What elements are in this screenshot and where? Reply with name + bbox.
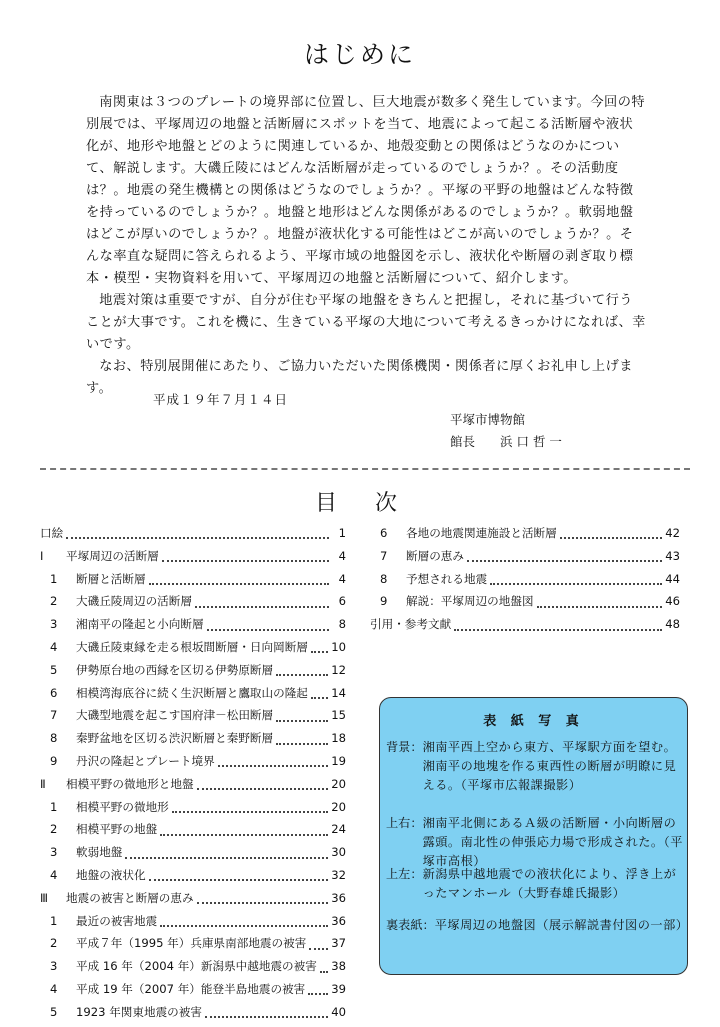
toc-item-label: 平成７年（1995 年）兵庫県南部地震の被害 xyxy=(76,936,307,951)
toc-item-page: 4 xyxy=(338,571,346,586)
toc-item xyxy=(40,616,346,639)
toc-item xyxy=(40,799,346,822)
toc-item-number: 3 xyxy=(50,959,58,974)
toc-item-number: 4 xyxy=(50,867,58,882)
toc-leader-dots xyxy=(309,948,328,950)
toc-leader-dots xyxy=(125,857,328,859)
toc-right-column xyxy=(370,525,680,639)
toc-leader-dots xyxy=(560,537,663,539)
toc-item-page: 14 xyxy=(331,685,346,700)
toc-item-label: 相模平野の微地形と地盤 xyxy=(66,776,194,791)
toc-leader-dots xyxy=(311,697,328,699)
cover-entry-key: 上右： xyxy=(386,816,423,830)
toc-item-number: 6 xyxy=(50,685,58,700)
toc-item xyxy=(370,525,680,548)
toc-item-page: 20 xyxy=(331,799,346,814)
toc-item-page: 6 xyxy=(338,594,346,609)
toc-title: 目 次 xyxy=(314,491,405,516)
toc-item-number: 8 xyxy=(380,571,388,586)
toc-leader-dots xyxy=(276,674,328,676)
cover-entry-text: 湘南平西上空から東方、平塚駅方面を望む。湘南平の地塊を作る東西性の断層が明瞭に見える。（平塚市広報課撮影） xyxy=(422,740,677,792)
toc-item-page: 19 xyxy=(331,753,346,768)
director-name: 館長 浜 口 哲 一 xyxy=(450,434,562,449)
toc-item xyxy=(40,913,346,936)
toc-leader-dots xyxy=(172,811,328,813)
toc-item-number: 7 xyxy=(50,708,58,723)
toc-item-number: 7 xyxy=(380,548,388,563)
toc-item-number: Ⅲ xyxy=(40,890,48,905)
intro-paragraph: 地震対策は重要ですが、自分が住む平塚の地盤をきちんと把握し，それに基づいて行うことが大事です。これを機に、生きている平塚の大地について考えるきっかけになれば、幸いです。 xyxy=(86,293,646,352)
toc-item-label: 地震の被害と断層の恵み xyxy=(66,890,194,905)
toc-item-number: 1 xyxy=(50,571,58,586)
toc-item xyxy=(40,935,346,958)
toc-leader-dots xyxy=(276,720,328,722)
toc-item xyxy=(40,707,346,730)
toc-item xyxy=(370,571,680,594)
toc-item xyxy=(40,548,346,571)
toc-item-label: 断層と活断層 xyxy=(76,571,146,586)
toc-item-page: 4 xyxy=(338,548,346,563)
toc-item-number: 2 xyxy=(50,822,58,837)
toc-item-label: 湘南平の隆起と小向断層 xyxy=(76,617,204,632)
toc-leader-dots xyxy=(537,606,663,608)
toc-item-page: 40 xyxy=(331,1004,346,1019)
toc-item-page: 18 xyxy=(331,731,346,746)
toc-left-column xyxy=(40,525,346,1027)
toc-item-label: 最近の被害地震 xyxy=(76,913,158,928)
toc-leader-dots xyxy=(149,879,329,881)
toc-item-page: 39 xyxy=(331,981,346,996)
cover-entry-back-cover xyxy=(386,916,689,935)
toc-item-label: 平塚周辺の活断層 xyxy=(66,548,159,563)
toc-leader-dots xyxy=(490,583,662,585)
museum-name: 平塚市博物館 xyxy=(450,412,526,427)
intro-paragraph: 南関東は３つのプレートの境界部に位置し、巨大地震が数多く発生しています。今回の特別展では、平塚周辺の地盤と活断層にスポットを当て、地震によって起こる活断層や液状化が、地形や地盤とどのように関連しているか、地殻変動との関係はどうなのかについて、解説します。大磯丘陵にはどんな活断層が走っているのでしょうか？。その活動度は？。地震の発生機構との関係はどうなのでしょうか？。平塚の平野の地盤はどんな特徴を持っているのでしょうか？。地盤と地形はどんな関係があるのでしょうか？。軟弱地盤はどこが厚いのでしょうか？。地盤が液状化する可能性はどこが高いのでしょうか？。そんな率直な疑問に答えられるよう、平塚市域の地盤図を示し、液状化や断層の剥ぎ取り標本・模型・実物資料を用いて、平塚周辺の地盤と活断層について、紹介します。 xyxy=(86,95,646,286)
toc-item-page: 24 xyxy=(331,822,346,837)
toc-item xyxy=(40,593,346,616)
toc-item-page: 15 xyxy=(331,708,346,723)
toc-item-number: 5 xyxy=(50,662,58,677)
toc-item-label: 地盤の液状化 xyxy=(76,867,146,882)
toc-item-number: 1 xyxy=(50,913,58,928)
toc-item xyxy=(40,639,346,662)
cover-entry-upper-left xyxy=(386,865,683,903)
toc-item-page: 37 xyxy=(331,936,346,951)
toc-leader-dots xyxy=(276,743,328,745)
toc-item-number: 2 xyxy=(50,594,58,609)
toc-item-page: 36 xyxy=(331,913,346,928)
toc-item-page: 32 xyxy=(331,867,346,882)
toc-item-label: 大磯型地震を起こす国府津－松田断層 xyxy=(76,708,274,723)
toc-leader-dots xyxy=(205,1016,328,1018)
toc-item-label: 断層の恵み xyxy=(406,548,464,563)
toc-item-label: 解説：平塚周辺の地盤図 xyxy=(406,594,534,609)
toc-leader-dots xyxy=(197,788,329,790)
toc-item xyxy=(40,1004,346,1027)
cover-entry-text: 新潟県中越地震での液状化により、浮き上がったマンホール（大野春雄氏撮影） xyxy=(422,867,677,900)
toc-leader-dots xyxy=(162,560,329,562)
toc-leader-dots xyxy=(467,560,662,562)
toc-item-label: 口絵 xyxy=(40,526,64,540)
toc-item-label: 相模平野の地盤 xyxy=(76,822,158,837)
toc-item xyxy=(40,844,346,867)
cover-photo-title: 表 紙 写 真 xyxy=(483,714,584,729)
toc-item xyxy=(370,548,680,571)
toc-leader-dots xyxy=(218,765,329,767)
toc-item xyxy=(40,821,346,844)
toc-item-number: 9 xyxy=(50,753,58,768)
toc-item-page: 30 xyxy=(331,845,346,860)
toc-item-number: Ⅰ xyxy=(40,548,44,563)
intro-paragraph: なお、特別展開催にあたり、ご協力いただいた関係機関・関係者に厚くお礼申し上げます。 xyxy=(86,359,633,396)
toc-item-label: 1923 年関東地震の被害 xyxy=(76,1004,202,1019)
toc-item-number: 2 xyxy=(50,936,58,951)
toc-item xyxy=(40,867,346,890)
toc-item-number: 1 xyxy=(50,799,58,814)
toc-item-number: Ⅱ xyxy=(40,776,46,791)
toc-leader-dots xyxy=(197,902,329,904)
toc-leader-dots xyxy=(320,971,328,973)
toc-item-number: 3 xyxy=(50,617,58,632)
cover-entry-upper-right xyxy=(386,814,683,871)
toc-leader-dots xyxy=(195,606,329,608)
toc-leader-dots xyxy=(160,925,328,927)
toc-item-number: 4 xyxy=(50,981,58,996)
toc-item xyxy=(40,525,346,548)
toc-leader-dots xyxy=(66,537,329,539)
toc-item-number: 8 xyxy=(50,731,58,746)
section-divider xyxy=(40,468,690,470)
toc-item-label: 秦野盆地を区切る渋沢断層と秦野断層 xyxy=(76,731,274,746)
toc-item-page: 1 xyxy=(338,526,346,540)
toc-item-label: 平成 19 年（2007 年）能登半島地震の被害 xyxy=(76,981,306,996)
toc-leader-dots xyxy=(308,993,328,995)
toc-item-page: 10 xyxy=(331,639,346,654)
cover-photo-box xyxy=(379,697,688,975)
toc-item-label: 大磯丘陵周辺の活断層 xyxy=(76,594,192,609)
toc-item-page: 8 xyxy=(338,617,346,632)
toc-item-page: 44 xyxy=(665,571,680,586)
toc-leader-dots xyxy=(311,651,328,653)
toc-leader-dots xyxy=(454,629,662,631)
toc-leader-dots xyxy=(160,834,328,836)
cover-entry-background xyxy=(386,738,683,795)
cover-entry-key: 上左： xyxy=(386,867,423,881)
toc-item-number: 9 xyxy=(380,594,388,609)
toc-item xyxy=(40,662,346,685)
toc-item-page: 36 xyxy=(331,890,346,905)
toc-item xyxy=(40,571,346,594)
toc-item-label: 大磯丘陵東縁を走る根坂間断層・日向岡断層 xyxy=(76,639,308,654)
cover-entry-text: 湘南平北側にあるＡ級の活断層・小向断層の露頭。南北性の伸張応力場で形成された。（平塚市高根） xyxy=(422,816,683,868)
toc-item xyxy=(40,685,346,708)
cover-entry-key: 背景： xyxy=(386,740,423,754)
toc-item-page: 42 xyxy=(665,526,680,540)
toc-item xyxy=(370,616,680,639)
toc-item-label: 相模湾海底谷に続く生沢断層と鷹取山の隆起 xyxy=(76,685,308,700)
toc-item-label: 軟弱地盤 xyxy=(76,845,123,860)
toc-item-label: 平成 16 年（2004 年）新潟県中越地震の被害 xyxy=(76,959,317,974)
cover-entry-key: 裏表紙： xyxy=(386,918,435,932)
toc-item-page: 46 xyxy=(665,594,680,609)
toc-item xyxy=(40,730,346,753)
toc-leader-dots xyxy=(149,583,329,585)
toc-item xyxy=(40,981,346,1004)
page-title: はじめに xyxy=(303,40,416,69)
toc-item-number: 5 xyxy=(50,1004,58,1019)
toc-item-number: 4 xyxy=(50,639,58,654)
toc-item xyxy=(40,776,346,799)
toc-item-label: 丹沢の隆起とプレート境界 xyxy=(76,753,215,768)
toc-item-page: 38 xyxy=(331,959,346,974)
toc-item-label: 引用・参考文献 xyxy=(370,617,452,632)
toc-item-page: 20 xyxy=(331,776,346,791)
intro-date: 平成１９年７月１４日 xyxy=(153,392,289,407)
intro-text xyxy=(86,92,646,400)
toc-item-number: 6 xyxy=(380,526,388,540)
toc-item-label: 相模平野の微地形 xyxy=(76,799,169,814)
toc-item xyxy=(40,890,346,913)
toc-item-number: 3 xyxy=(50,845,58,860)
toc-item-page: 48 xyxy=(665,617,680,632)
toc-leader-dots xyxy=(207,629,329,631)
toc-item xyxy=(370,593,680,616)
toc-item-label: 伊勢原台地の西縁を区切る伊勢原断層 xyxy=(76,662,274,677)
toc-item-label: 予想される地震 xyxy=(406,571,488,586)
toc-item xyxy=(40,958,346,981)
cover-entry-text: 平塚周辺の地盤図（展示解説書付図の一部） xyxy=(434,918,689,932)
toc-item-label: 各地の地震関連施設と活断層 xyxy=(406,526,557,540)
toc-item-page: 12 xyxy=(331,662,346,677)
toc-item-page: 43 xyxy=(665,548,680,563)
toc-item xyxy=(40,753,346,776)
